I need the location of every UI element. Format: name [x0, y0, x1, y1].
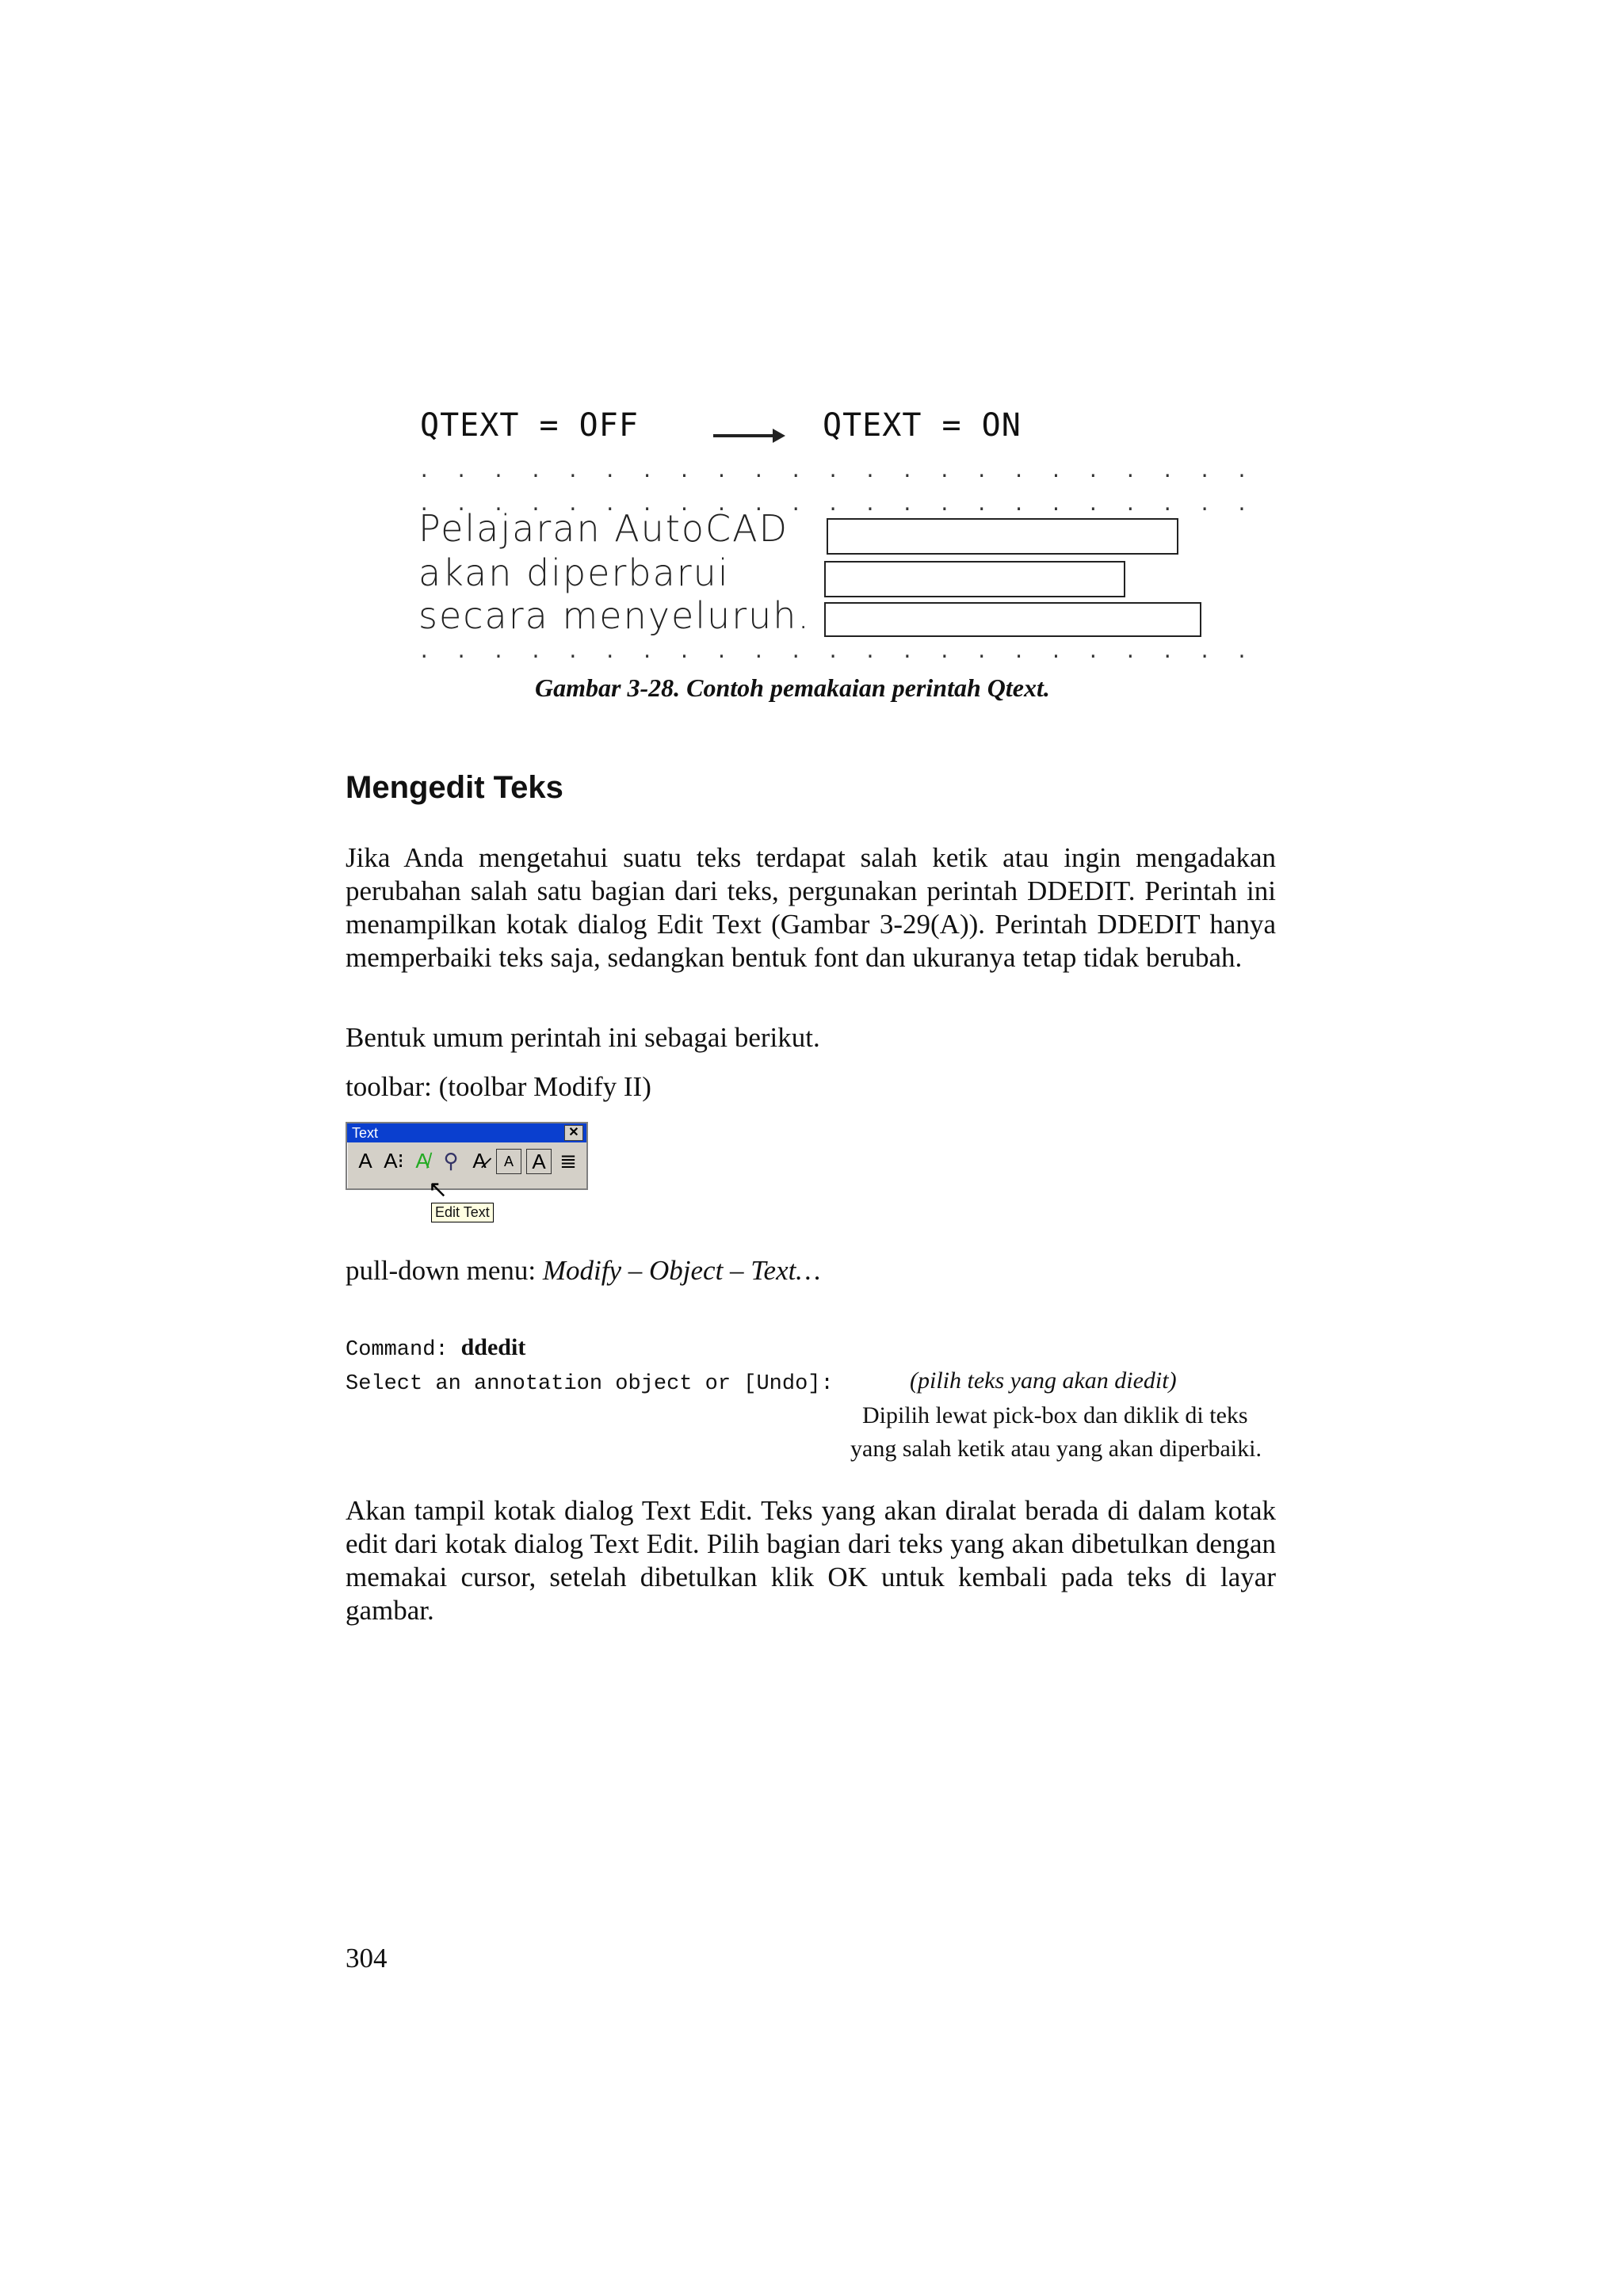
- arrow-icon: [713, 434, 781, 437]
- toolbar-line: toolbar: (toolbar Modify II): [346, 1071, 651, 1102]
- paragraph-1: Jika Anda mengetahui suatu teks terdapat salah ketik atau ingin mengadakan perubahan salah satu bagian dari teks, pergunakan perintah DDEDIT. Perintah ini menampilkan kotak dialog Edit Text (Gambar 3-29(A)). Perintah DDEDIT hanya memperbaiki teks saja, sedangkan bentuk font dan ukuranya tetap tidak berubah.: [346, 842, 1276, 973]
- page-number: 304: [346, 1943, 388, 1974]
- toolbar-title-bar: [347, 1123, 586, 1142]
- cursor-icon: ↖: [428, 1177, 449, 1203]
- qtext-line-3: secara menyeluruh.: [418, 594, 812, 637]
- command-note-line-1: Dipilih lewat pick-box dan diklik di teks: [862, 1402, 1248, 1428]
- qtext-placeholder-box-1: [827, 518, 1178, 555]
- toolbar-icons: [347, 1142, 586, 1180]
- paragraph-3: Akan tampil kotak dialog Text Edit. Teks yang akan diralat berada di dalam kotak edit dari kotak dialog Text Edit. Pilih bagian dari teks yang akan dibetulkan dengan memakai cursor, setelah dibetulkan klik OK untuk kembali pada teks di layar gambar.: [346, 1495, 1276, 1626]
- close-icon[interactable]: ✕: [564, 1125, 583, 1141]
- menu-path: Modify – Object – Text…: [542, 1255, 821, 1286]
- qtext-placeholder-box-2: [824, 561, 1125, 597]
- qtext-placeholder-box-3: [824, 602, 1201, 637]
- section-heading: Mengedit Teks: [346, 770, 563, 805]
- arrow-head-icon: [773, 429, 785, 443]
- text-style-icon[interactable]: A: [496, 1149, 521, 1174]
- command-note: (pilih teks yang akan diedit): [910, 1367, 1177, 1394]
- spelling-icon[interactable]: A̷: [472, 1149, 487, 1173]
- scale-text-icon[interactable]: A: [526, 1149, 552, 1174]
- edit-text-tooltip: Edit Text: [431, 1203, 494, 1222]
- menu-prefix: pull-down menu:: [346, 1255, 543, 1286]
- qtext-off-label: QTEXT = OFF: [420, 407, 639, 444]
- text-icon[interactable]: A: [358, 1149, 372, 1173]
- justify-text-icon[interactable]: ≣: [559, 1149, 577, 1173]
- qtext-line-2: akan diperbarui: [418, 551, 730, 594]
- command-input: ddedit: [460, 1334, 526, 1360]
- command-line-1: [346, 1334, 525, 1362]
- figure-caption: Gambar 3-28. Contoh pemakaian perintah Qtext.: [535, 673, 1050, 702]
- grid-dots: . . . . . . . . . . . . . . . . . . . . . . .: [418, 460, 1255, 482]
- menu-line: [346, 1255, 820, 1287]
- qtext-line-1: Pelajaran AutoCAD: [418, 507, 789, 550]
- command-prompt: Command:: [346, 1338, 449, 1362]
- multiline-text-icon[interactable]: A⁝: [384, 1149, 404, 1173]
- command-prompt-2: Select an annotation object or [Undo]:: [346, 1372, 834, 1396]
- toolbar-title: Text: [352, 1125, 379, 1141]
- text-toolbar: [346, 1122, 588, 1190]
- command-note-line-2: yang salah ketik atau yang akan diperbaiki.: [850, 1436, 1262, 1462]
- grid-dots: . . . . . . . . . . . . . . . . . . . . . . .: [418, 640, 1255, 662]
- paragraph-2: Bentuk umum perintah ini sebagai berikut.: [346, 1022, 820, 1053]
- grid-dots: . . . . . . . . . . . . . . . . . . . . . . .: [418, 493, 1255, 515]
- qtext-on-label: QTEXT = ON: [823, 407, 1022, 444]
- find-replace-icon[interactable]: ⚲: [443, 1149, 459, 1173]
- edit-text-icon[interactable]: A̸: [415, 1149, 430, 1173]
